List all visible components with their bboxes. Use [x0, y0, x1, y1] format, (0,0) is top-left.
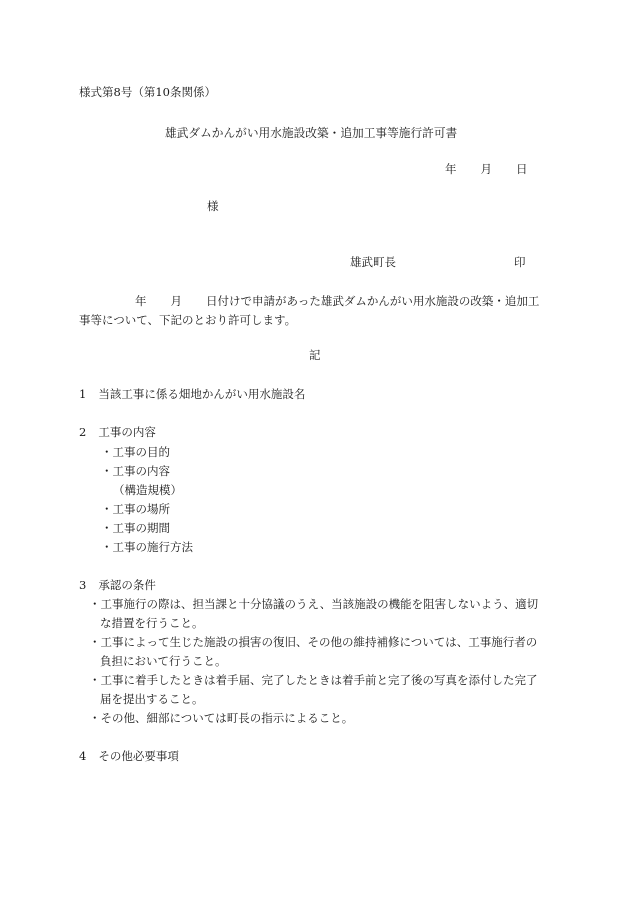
intro-year-label: 年	[135, 294, 147, 308]
condition-line: ・工事によって生じた施設の損害の復旧、その他の維持補修については、工事施行者の	[89, 635, 538, 649]
issue-date	[445, 161, 528, 177]
form-number: 様式第8号（第10条関係）	[79, 85, 216, 99]
recipient-honorific: 様	[207, 199, 219, 213]
condition-line: ・その他、細部については町長の指示によること。	[89, 711, 354, 725]
intro-month-label: 月	[170, 294, 182, 308]
section-2-heading	[79, 424, 156, 440]
section-title: 工事の内容	[98, 425, 156, 439]
date-year-label: 年	[445, 162, 457, 176]
condition-line-continued: な措置を行うこと。	[100, 616, 204, 630]
condition-line: ・工事施行の際は、担当課と十分協議のうえ、当該施設の機能を阻害しないよう、適切	[89, 597, 539, 611]
section-4-heading	[79, 748, 179, 764]
condition-line-continued: 届を提出すること。	[100, 692, 204, 706]
date-month-label: 月	[480, 162, 492, 176]
section-number: 3	[79, 578, 87, 592]
intro-line-2: 事等について、下記のとおり許可します。	[79, 313, 297, 327]
section-number: 4	[79, 749, 87, 763]
intro-line-1	[135, 293, 539, 309]
work-item: ・工事の施行方法	[101, 540, 193, 554]
ki-heading: 記	[309, 348, 321, 362]
section-title: 承認の条件	[98, 578, 156, 592]
condition-line: ・工事に着手したときは着手届、完了したときは着手前と完了後の写真を添付した完了	[89, 673, 538, 687]
section-title: 当該工事に係る畑地かんがい用水施設名	[98, 387, 306, 401]
work-item: ・工事の内容	[101, 464, 170, 478]
work-item: ・工事の場所	[101, 502, 170, 516]
issuer-name: 雄武町長	[350, 255, 396, 269]
section-title: その他必要事項	[98, 749, 179, 763]
work-item: ・工事の目的	[101, 445, 170, 459]
section-1-heading	[79, 386, 305, 402]
document-title: 雄武ダムかんがい用水施設改築・追加工事等施行許可書	[165, 126, 458, 140]
work-item: ・工事の期間	[101, 521, 170, 535]
date-day-label: 日	[516, 162, 528, 176]
intro-text-rest: 日付けで申請があった雄武ダムかんがい用水施設の改築・追加工	[206, 294, 540, 308]
section-3-heading	[79, 577, 156, 593]
section-number: 1	[79, 387, 87, 401]
condition-line-continued: 負担において行うこと。	[100, 654, 227, 668]
work-item-sub: （構造規模）	[113, 483, 182, 497]
section-number: 2	[79, 425, 87, 439]
seal-mark: 印	[514, 255, 526, 269]
